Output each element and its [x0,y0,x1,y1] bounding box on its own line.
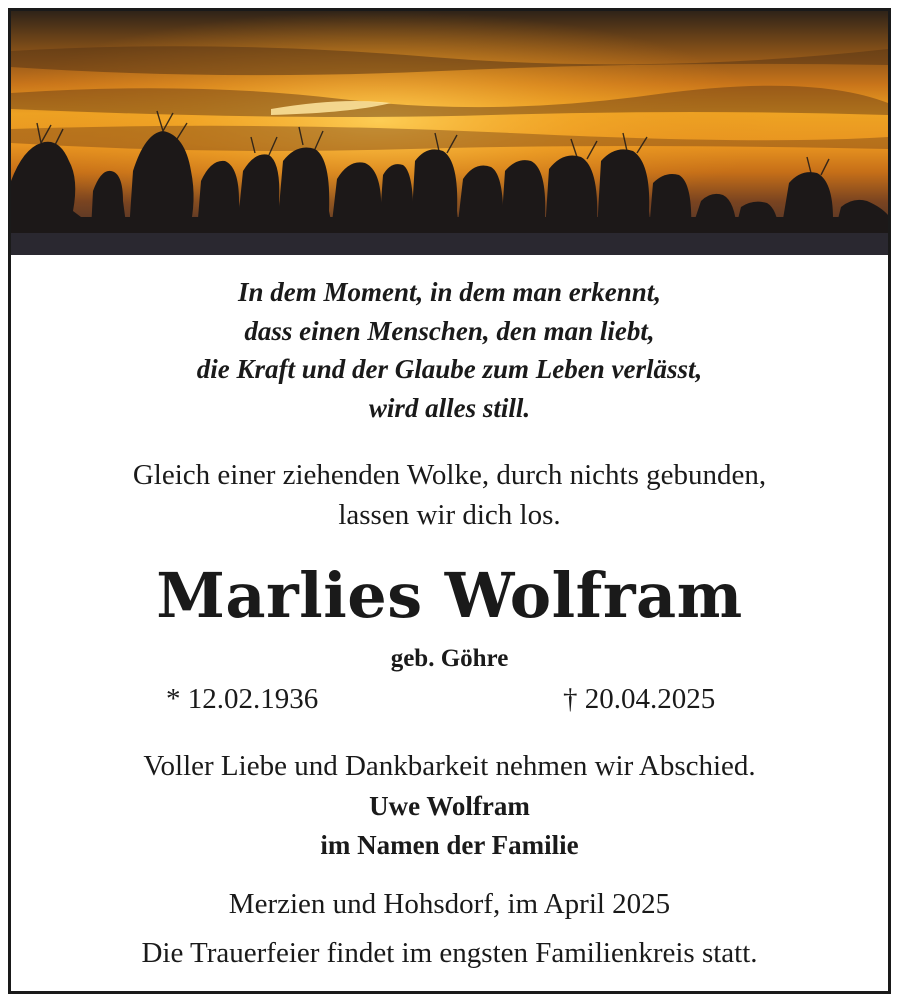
poem-verse [11,273,888,427]
poem-line: wird alles still. [368,392,531,423]
deceased-name: Marlies Wolfram [156,559,743,632]
signers-block [11,787,888,864]
sunset-trees-silhouette [11,11,888,255]
quote-line: lassen wir dich los. [338,499,561,531]
funeral-note: Die Trauerfeier findet im engsten Familienkreis statt. [141,937,758,969]
poem-line: dass einen Menschen, den man liebt, [244,315,655,346]
place-and-date: Merzien und Hohsdorf, im April 2025 [228,888,671,920]
obituary-notice [8,8,891,994]
life-dates [11,679,888,719]
sunset-banner-image [11,11,888,255]
farewell-quote [11,455,888,535]
maiden-name: geb. Göhre [390,645,509,672]
poem-line: die Kraft und der Glaube zum Leben verlässt, [196,354,703,384]
farewell-statement: Voller Liebe und Dankbarkeit nehmen wir Abschied. [143,750,756,782]
poem-line: In dem Moment, in dem man erkennt, [237,277,662,307]
death-date: † 20.04.2025 [563,683,716,715]
signer-name: Uwe Wolfram [369,791,530,821]
birth-date: * 12.02.1936 [166,683,319,715]
quote-line: Gleich einer ziehenden Wolke, durch nichts gebunden, [132,459,767,491]
signer-note: im Namen der Familie [320,829,579,860]
